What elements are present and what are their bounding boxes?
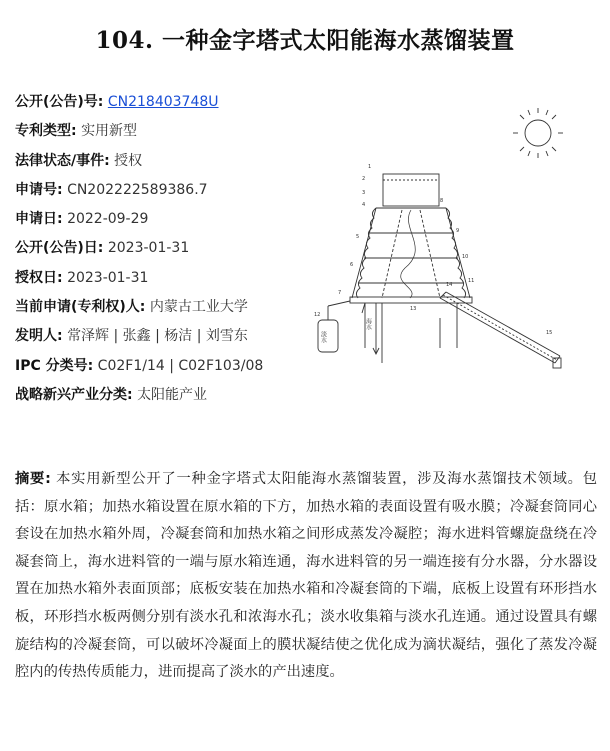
sea-water-label: 海水: [364, 318, 372, 330]
base-plate: [350, 297, 472, 303]
callout-label: 11: [468, 278, 475, 284]
field-value: 2022-09-29: [67, 211, 149, 228]
callout-label: 9: [456, 228, 460, 234]
field-key: 当前申请(专利权)人:: [15, 299, 146, 316]
callout-label: 10: [462, 254, 469, 260]
patent-fields: [15, 93, 345, 415]
field-key: 申请号:: [15, 181, 63, 198]
field-pub-number: [15, 93, 345, 122]
callout-label: 1: [368, 164, 372, 170]
pub-number-link[interactable]: CN218403748U: [107, 94, 219, 110]
callout-label: 8: [440, 198, 444, 204]
field-app-date: [15, 210, 345, 239]
abstract: [15, 466, 597, 687]
field-key: IPC 分类号:: [15, 357, 94, 374]
abstract-key: 摘要:: [15, 471, 51, 487]
callout-label: 14: [446, 282, 453, 288]
field-key: 专利类型:: [15, 123, 77, 140]
device-diagram: [310, 98, 600, 388]
field-value: C02F1/14 | C02F103/08: [97, 357, 264, 374]
field-value: 常泽辉 | 张鑫 | 杨洁 | 刘雪东: [67, 328, 248, 345]
field-inventors: [15, 327, 345, 356]
field-key: 申请日:: [15, 211, 63, 228]
field-applicant: [15, 298, 345, 327]
field-value: 内蒙古工业大学: [149, 299, 248, 316]
callout-label: 5: [356, 234, 360, 240]
callout-label: 4: [362, 202, 366, 208]
field-legal-status: [15, 152, 345, 181]
field-key: 发明人:: [15, 328, 63, 345]
field-value: 2023-01-31: [67, 269, 149, 286]
callout-label: 12: [314, 312, 321, 318]
abstract-text: 本实用新型公开了一种金字塔式太阳能海水蒸馏装置，涉及海水蒸馏技术领域。包括：原水箱；加热水箱设置在原水箱的下方，加热水箱的表面设置有吸水膜；冷凝套筒同心套设在加热水箱外周，冷凝套筒和加热水箱之间形成蒸发冷凝腔；海水进料管螺旋盘绕在冷凝套筒上，海水进料管的一端与原水箱连通，海水进料管的另一端连接有分水器，分水器设置在加热水箱外表面顶部；底板安装在加热水箱和冷凝套筒的下端，底板上设置有环形挡水板，环形挡水板两侧分别有淡水孔和浓海水孔；淡水收集箱与淡水孔连通。通过设置具有螺旋结构的冷凝套筒，可以破坏冷凝面上的膜状凝结使之优化成为滴状凝结，强化了蒸发冷凝腔内的传热传质能力，进而提高了淡水的产出速度。: [15, 471, 597, 681]
field-value: 授权: [114, 152, 143, 169]
field-value: 太阳能产业: [137, 386, 208, 403]
field-key: 战略新兴产业分类:: [15, 386, 133, 403]
page-title: 104. 一种金字塔式太阳能海水蒸馏装置: [95, 27, 515, 54]
field-value: 2023-01-31: [107, 240, 190, 257]
callout-label: 15: [546, 330, 553, 336]
callout-label: 13: [410, 306, 417, 312]
field-key: 公开(公告)号:: [15, 94, 104, 110]
callout-label: 3: [362, 190, 366, 196]
field-value: CN202222589386.7: [67, 181, 208, 198]
field-industry: [15, 386, 345, 415]
sun-icon: [513, 108, 563, 158]
field-grant-date: [15, 269, 345, 298]
field-value: 实用新型: [81, 123, 138, 140]
field-app-number: [15, 181, 345, 210]
fresh-water-label: 淡水: [319, 331, 327, 343]
raw-water-tank: [383, 174, 439, 206]
callout-label: 2: [362, 176, 366, 182]
field-ipc: [15, 357, 345, 386]
field-patent-type: [15, 122, 345, 151]
patent-drawing: [310, 98, 600, 388]
callout-label: 7: [338, 290, 342, 296]
inclined-trough: [440, 292, 561, 368]
field-key: 法律状态/事件:: [15, 152, 110, 169]
field-pub-date: [15, 239, 345, 268]
field-key: 授权日:: [15, 269, 63, 286]
callout-label: 6: [350, 262, 354, 268]
field-key: 公开(公告)日:: [15, 240, 104, 257]
